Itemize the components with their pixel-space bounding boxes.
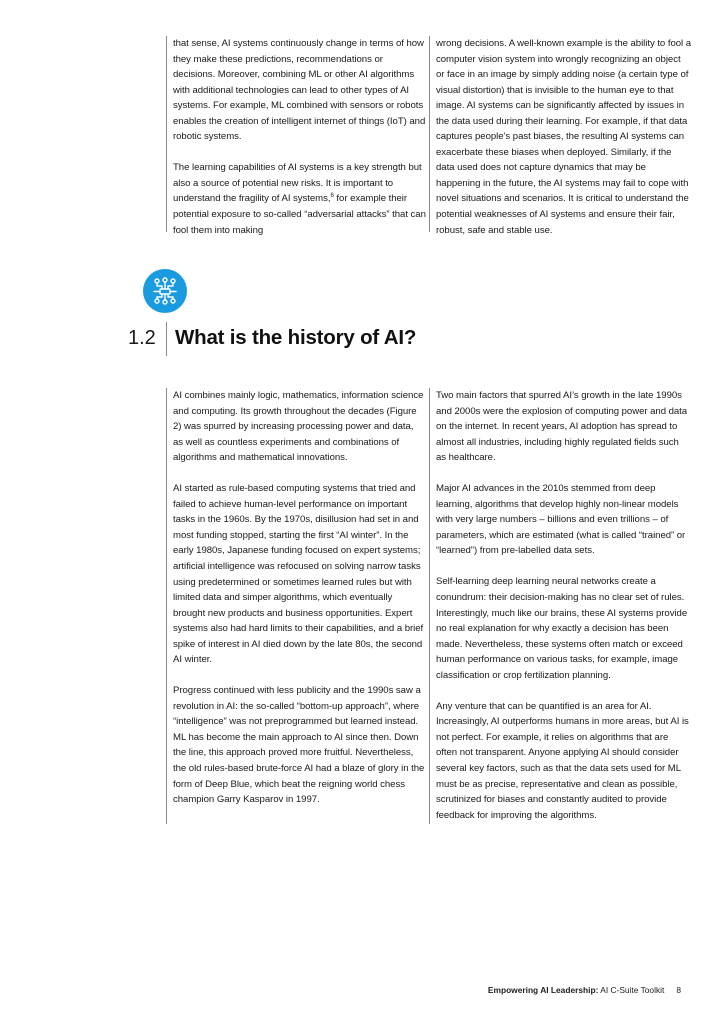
footer-title: Empowering AI Leadership: — [487, 985, 599, 995]
paragraph — [173, 160, 426, 238]
paragraph: Self-learning deep learning neural networks create a conundrum: their decision-making has no clear set of rules. Interestingly, much like our brains, these AI systems provide no real explanation for why exactly a decision has been made. Nevertheless, these systems often match or exceed human performance on various tasks, for example, image classification or crop fertilization planning. — [436, 576, 688, 681]
footer-subtitle: AI C-Suite Toolkit — [598, 985, 665, 995]
paragraph: Two main factors that spurred AI’s growth in the late 1990s and 2000s were the explosion of computing power and data on the internet. In recent years, AI adoption has spread to almost all industries, including highly regulated fields such as healthcare. — [436, 390, 688, 464]
paragraph: Major AI advances in the 2010s stemmed from deep learning, algorithms that develop highly non-linear models with very large numbers – billions and even trillions – of parameters, which are estimated (what is called “trained” or “learned”) from pre-labelled data sets. — [436, 483, 686, 557]
body-left-column — [166, 388, 426, 824]
paragraph: that sense, AI systems continuously change in terms of how they make these predictions, recommendations or decisions. Moreover, combining ML or other AI algorithms with additional technologies can lead to other types of AI systems. For example, ML combined with sensors or robots enables the creation of intelligent internet of things (IoT) and robotic systems. — [173, 38, 426, 143]
paragraph: Any venture that can be quantified is an area for AI. Increasingly, AI outperforms humans in more areas, but AI is not perfect. For example, it relies on algorithms that are often not transparent. Anyone applying AI should consider several key factors, such as that the data sets used for ML must be as precise, representative and clean as possible, scrutinized for biases and constantly audited to provide feedback for improving the algorithms. — [436, 700, 689, 821]
section-number: 1.2 — [128, 327, 156, 349]
paragraph: AI combines mainly logic, mathematics, information science and computing. Its growth throughout the decades (Figure 2) was spurred by increasing processing power and data, as well as countless experiments and combinations of algorithms and mathematical innovations. — [173, 390, 424, 464]
paragraph: AI started as rule-based computing systems that tried and failed to achieve human-level performance on important tasks in the 1960s. By the 1970s, disillusion had set in and most funding stopped, starting the first “AI winter”. In the early 1980s, Japanese funding focused on expert systems; artificial intelligence was refocused on solving narrow tasks using predetermined or sometimes learned rules but with limited data and simper algorithms, which eventually brought new products and business opportunities. Expert systems also had hard limits to their capabilities, and a brief spike of interest in AI died down by the late 80s, the second AI winter. — [173, 483, 424, 666]
section-divider — [166, 322, 167, 356]
paragraph: wrong decisions. A well-known example is the ability to fool a computer vision system into wrongly recognizing an object or face in an image by simply adding noise (a certain type of visual distortion) that is invisible to the human eye to that image. AI systems can be significantly affected by issues in the data used during their learning. For example, if that data captures people’s past biases, the resulting AI systems can exacerbate these biases when deployed. Similarly, if the data used does not capture dynamics that may be happening in the future, the AI systems may fail to cope with novel situations and scenarios. It is critical to understand the potential weaknesses of AI systems and ensure their fair, robust, safe and stable use. — [436, 38, 691, 236]
paragraph-text: for example their potential exposure to so-called “adversarial attacks” that can fool them into making — [173, 193, 426, 236]
continuation-left-column — [166, 36, 426, 236]
page-number: 8 — [676, 985, 681, 995]
circuit-brain-icon — [143, 269, 187, 313]
body-right-column — [429, 388, 691, 824]
page-footer — [488, 985, 681, 995]
paragraph-text: The learning capabilities of AI systems is a key strength but also a source of potential new risks. It is important to understand the fragility of AI systems, — [173, 162, 422, 205]
footnote-reference: 6 — [330, 193, 334, 200]
paragraph: Progress continued with less publicity and the 1990s saw a revolution in AI: the so-called “bottom-up approach”, where “intelligence” was not preprogrammed but learned instead. ML has become the main approach to AI since then. Down the line, this approach proved more fruitful. Nevertheless, the old rules-based brute-force AI had a blaze of glory in the form of Deep Blue, which beat the reigning world chess champion Garry Kasparov in 1997. — [173, 685, 425, 806]
section-title: What is the history of AI? — [175, 326, 417, 349]
continuation-right-column — [429, 36, 691, 236]
